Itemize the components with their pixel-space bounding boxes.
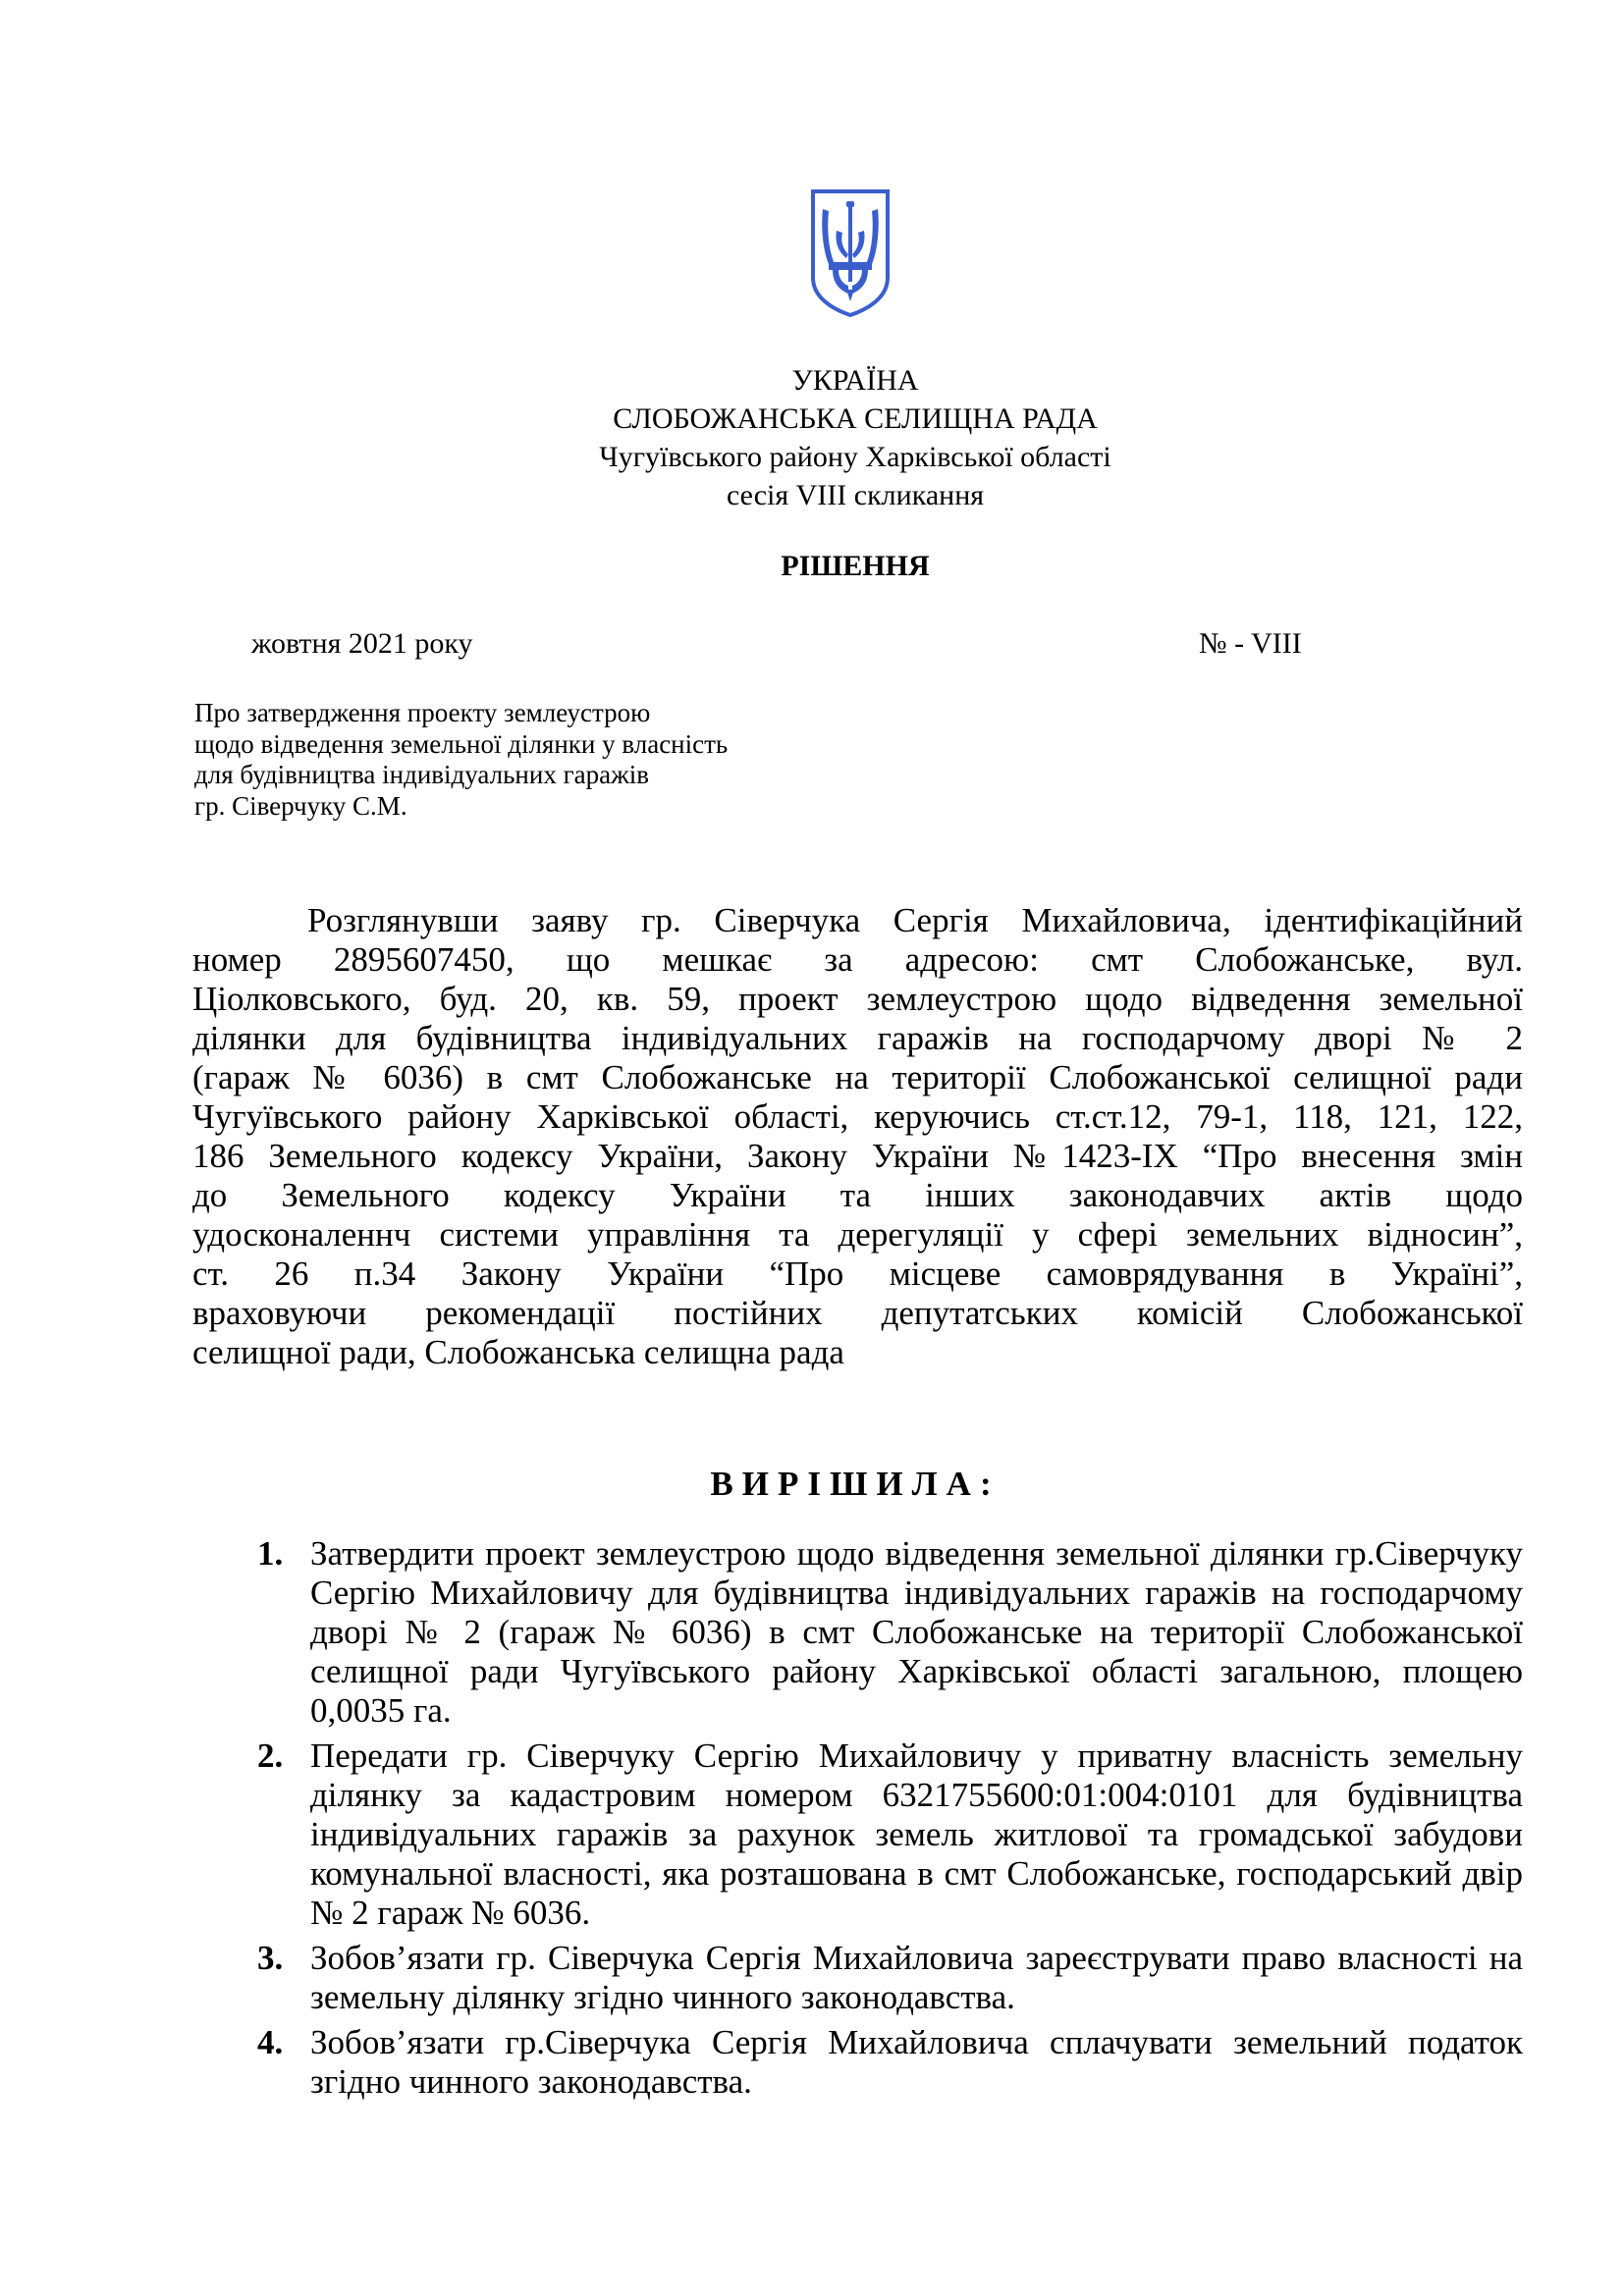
item-number: 3.	[257, 1939, 284, 1977]
preamble-line: Розглянувши заяву гр. Сіверчука Сергія Михайловича, ідентифікаційний	[307, 901, 1523, 939]
preamble-line: ділянки для будівництва індивідуальних гаражів на господарчому дворі № 2	[192, 1019, 1523, 1057]
item-text: Затвердити проект землеустрою щодо відведення земельної ділянки гр.Сіверчуку Сергію Михайловичу для будівництва індивідуальних гаражів на господарчому дворі № 2 (гараж № 6036) в смт Слобожанське на території Слобожанської селищної ради Чугуївського району Харківської області загальною, площею 0,0035 га.	[310, 1534, 1523, 1730]
country-name: УКРАЇНА	[791, 364, 919, 397]
coat-of-arms-icon	[809, 187, 892, 319]
subject-line: для будівництва індивідуальних гаражів	[194, 760, 650, 789]
preamble-line: Чугуївського району Харківської області, керуючись ст.ст.12, 79-1, 118, 121, 122,	[192, 1097, 1523, 1136]
preamble-line: селищної ради, Слобожанська селищна рада	[192, 1333, 844, 1371]
preamble-line: Ціолковського, буд. 20, кв. 59, проект землеустрою щодо відведення земельної	[192, 980, 1523, 1018]
preamble-line: ст. 26 п.34 Закону України “Про місцеве самоврядування в Україні”,	[192, 1255, 1523, 1293]
preamble-line: 186 Земельного кодексу України, Закону України №1423-IX “Про внесення змін	[192, 1137, 1523, 1175]
decision-number: № - VIII	[1199, 627, 1302, 660]
decision-item	[257, 1939, 1523, 2017]
preamble-line: до Земельного кодексу України та інших законодавчих актів щодо	[192, 1176, 1523, 1214]
item-number: 4.	[257, 2023, 284, 2061]
resolved-heading: ВИРІШИЛА:	[710, 1465, 1001, 1503]
item-text: Зобов’язати гр.Сіверчука Сергія Михайловича сплачувати земельний податок згідно чинного законодавства.	[310, 2023, 1523, 2101]
item-text: Передати гр. Сіверчуку Сергію Михайловичу у приватну власність земельну ділянку за кадастровим номером 6321755600:01:004:0101 для будівництва індивідуальних гаражів за рахунок земель житлової та громадської забудови комунальної власності, яка розташована в смт Слобожанське, господарський двір № 2 гараж № 6036.	[310, 1736, 1523, 1932]
district-name: Чугуївського району Харківської області	[599, 441, 1111, 473]
preamble-line: враховуючи рекомендації постійних депутатських комісій Слобожанської	[192, 1294, 1523, 1332]
decision-items	[257, 1534, 1523, 2108]
council-name: СЛОБОЖАНСЬКА СЕЛИЩНА РАДА	[613, 402, 1098, 435]
subject-line: Про затвердження проекту землеустрою	[194, 698, 651, 727]
subject-line: гр. Сіверчуку С.М.	[194, 790, 407, 821]
preamble-line: (гараж № 6036) в смт Слобожанське на території Слобожанської селищної ради	[192, 1058, 1523, 1096]
decision-date: жовтня 2021 року	[251, 627, 473, 660]
decision-item	[257, 2023, 1523, 2102]
decision-item	[257, 1534, 1523, 1731]
subject-line: щодо відведення земельної ділянки у власність	[194, 728, 729, 759]
item-number: 1.	[257, 1534, 284, 1573]
decision-item	[257, 1736, 1523, 1933]
decision-title: РІШЕННЯ	[781, 550, 930, 582]
decision-subject	[194, 698, 728, 822]
item-number: 2.	[257, 1736, 284, 1775]
session-name: сесія VIII скликання	[726, 479, 985, 511]
preamble-line: удосконаленнч системи управління та дерегуляції у сфері земельних відносин”,	[192, 1215, 1523, 1254]
preamble-line: номер 2895607450, що мешкає за адресою: смт Слобожанське, вул.	[192, 940, 1523, 979]
preamble	[192, 901, 1523, 1372]
item-text: Зобов’язати гр. Сіверчука Сергія Михайловича зареєструвати право власності на земельну ділянку згідно чинного законодавства.	[310, 1939, 1523, 2016]
